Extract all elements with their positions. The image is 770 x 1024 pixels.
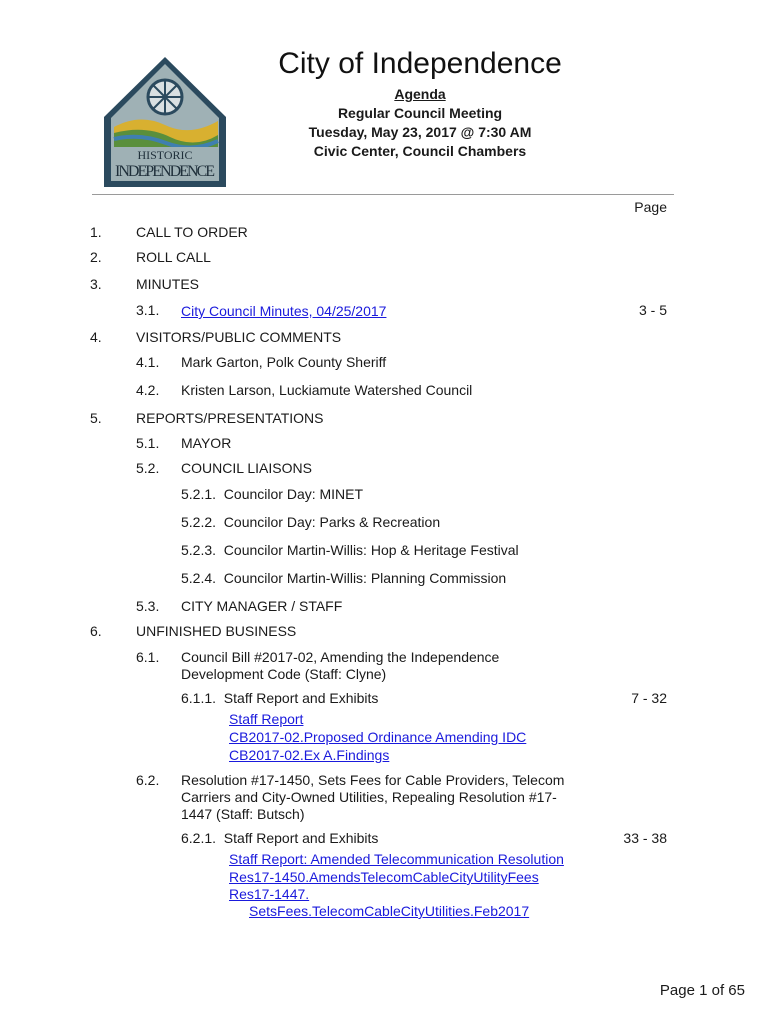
subitem-council-liaisons: COUNCIL LIAISONS xyxy=(181,460,312,476)
council-bill-title-line2: Development Code (Staff: Clyne) xyxy=(181,666,387,682)
subitem-number: 5.1. xyxy=(136,435,160,451)
findings-link[interactable]: CB2017-02.Ex A.Findings xyxy=(229,747,390,763)
subitem-number: 6.2. xyxy=(136,772,160,788)
telecom-staff-report-link[interactable]: Staff Report: Amended Telecommunication Resolution xyxy=(229,851,564,867)
staff-report-link[interactable]: Staff Report xyxy=(229,711,304,727)
subitem-number: 5.2. xyxy=(136,460,160,476)
page-ref: 7 - 32 xyxy=(631,690,667,706)
council-minutes-link[interactable]: City Council Minutes, 04/25/2017 xyxy=(181,303,387,319)
staff-report-exhibits: 6.2.1. Staff Report and Exhibits xyxy=(181,830,379,846)
page-ref: 3 - 5 xyxy=(638,302,667,318)
item-call-to-order: CALL TO ORDER xyxy=(136,224,248,240)
page-ref: 33 - 38 xyxy=(623,830,667,846)
item-minutes: MINUTES xyxy=(136,276,199,292)
res-17-1450-link[interactable]: Res17-1450.AmendsTelecomCableCityUtilityFees xyxy=(229,869,539,885)
liaison-planning-commission: 5.2.4. Councilor Martin-Willis: Planning Commission xyxy=(181,570,507,586)
res-17-1447-link[interactable]: Res17-1447. xyxy=(229,886,310,902)
item-number: 3. xyxy=(90,276,102,292)
subitem-mayor: MAYOR xyxy=(181,435,232,451)
item-reports-presentations: REPORTS/PRESENTATIONS xyxy=(136,410,324,426)
meeting-date-time: Tuesday, May 23, 2017 @ 7:30 AM xyxy=(308,124,532,140)
liaison-minet: 5.2.1. Councilor Day: MINET xyxy=(181,486,364,502)
staff-report-exhibits: 6.1.1. Staff Report and Exhibits xyxy=(181,690,379,706)
meeting-type: Regular Council Meeting xyxy=(337,105,503,121)
subitem-number: 6.1. xyxy=(136,649,160,665)
item-number: 1. xyxy=(90,224,102,240)
subitem-number: 5.3. xyxy=(136,598,160,614)
res-17-1447-link-continued[interactable]: SetsFees.TelecomCableCityUtilities.Feb2017 xyxy=(249,903,530,919)
agenda-label: Agenda xyxy=(394,86,446,102)
page-title: City of Independence xyxy=(278,47,562,80)
page-indicator: Page 1 of 65 xyxy=(659,982,745,999)
subitem-city-manager-staff: CITY MANAGER / STAFF xyxy=(181,598,343,614)
item-number: 6. xyxy=(90,623,102,639)
subitem-number: 3.1. xyxy=(136,302,160,318)
page-column-label: Page xyxy=(634,199,667,215)
item-visitors-public-comments: VISITORS/PUBLIC COMMENTS xyxy=(136,329,342,345)
item-unfinished-business: UNFINISHED BUSINESS xyxy=(136,623,297,639)
resolution-title-line2: Carriers and City-Owned Utilities, Repealing Resolution #17- xyxy=(181,789,557,805)
logo-text-top: HISTORIC xyxy=(137,148,193,162)
resolution-title-line1: Resolution #17-1450, Sets Fees for Cable Providers, Telecom xyxy=(181,772,565,788)
item-number: 5. xyxy=(90,410,102,426)
subitem-number: 4.2. xyxy=(136,382,160,398)
subitem-kristen-larson: Kristen Larson, Luckiamute Watershed Council xyxy=(181,382,473,398)
subitem-number: 4.1. xyxy=(136,354,160,370)
proposed-ordinance-link[interactable]: CB2017-02.Proposed Ordinance Amending IDC xyxy=(229,729,527,745)
item-number: 4. xyxy=(90,329,102,345)
meeting-location: Civic Center, Council Chambers xyxy=(313,143,527,159)
item-roll-call: ROLL CALL xyxy=(136,249,211,265)
item-number: 2. xyxy=(90,249,102,265)
council-bill-title-line1: Council Bill #2017-02, Amending the Independence xyxy=(181,649,500,665)
header-divider xyxy=(92,194,674,195)
logo-text-bottom: INDEPENDENCE xyxy=(115,163,215,180)
liaison-parks-recreation: 5.2.2. Councilor Day: Parks & Recreation xyxy=(181,514,441,530)
subitem-mark-garton: Mark Garton, Polk County Sheriff xyxy=(181,354,387,370)
liaison-hop-heritage: 5.2.3. Councilor Martin-Willis: Hop & Heritage Festival xyxy=(181,542,519,558)
resolution-title-line3: 1447 (Staff: Butsch) xyxy=(181,806,305,822)
